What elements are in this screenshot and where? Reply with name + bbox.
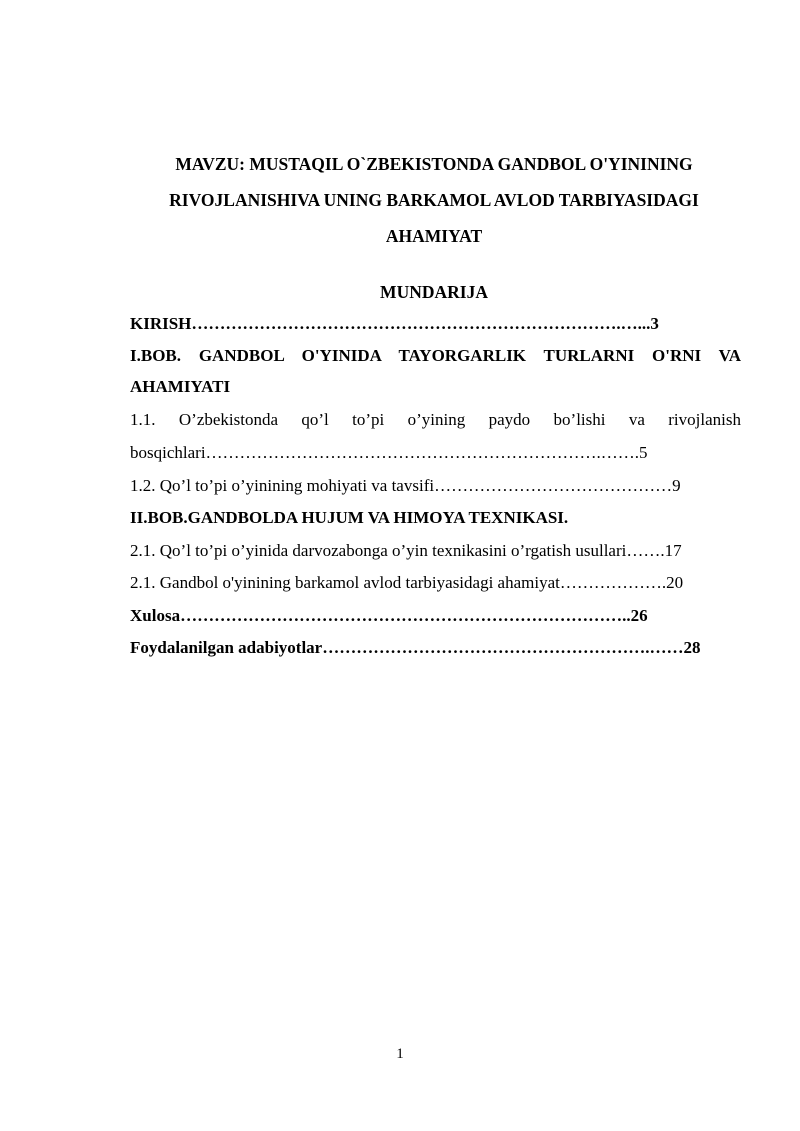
toc-entry-chapter-1: I.BOB. GANDBOL O'YINIDA TAYORGARLIK TURLARNI O'RNI VA — [130, 346, 741, 365]
toc-entry-section-1-2: 1.2. Qo’l to’pi o’yinining mohiyati va tavsifi……………………………………9 — [130, 476, 681, 495]
toc-heading: MUNDARIJA — [380, 282, 488, 302]
toc-entry-chapter-2: II.BOB.GANDBOLDA HUJUM VA HIMOYA TEXNIKASI. — [130, 508, 569, 527]
page-number: 1 — [396, 1046, 404, 1062]
toc-entry-xulosa: Xulosa……………………………………………………………………..26 — [130, 606, 648, 625]
title-line-2: RIVOJLANISHIVA UNING BARKAMOL AVLOD TARBIYASIDAGI — [169, 190, 699, 210]
document-title — [128, 146, 740, 254]
toc-entry-section-2-1: 2.1. Qo’l to’pi o’yinida darvozabonga o’yin texnikasini o’rgatish usullari…….17 — [130, 541, 682, 560]
toc-entry-section-1-1: 1.1. O’zbekistonda qo’l to’pi o’yining paydo bo’lishi va rivojlanish — [130, 410, 741, 429]
toc-entry-section-1-1-cont: bosqichlari…………………………………………………………….…….5 — [130, 443, 648, 462]
title-line-3: AHAMIYAT — [385, 226, 483, 246]
title-line-1: MAVZU: MUSTAQIL O`ZBEKISTONDA GANDBOL O'YININING — [175, 154, 693, 174]
toc-entry-kirish: KIRISH………………………………………………………………….…...3 — [130, 314, 659, 333]
toc-entry-chapter-1-cont: AHAMIYATI — [130, 377, 231, 396]
toc-entry-adabiyotlar: Foydalanilgan adabiyotlar………………………………………………….……28 — [130, 638, 701, 657]
toc-entry-section-2-1b: 2.1. Gandbol o'yinining barkamol avlod tarbiyasidagi ahamiyat……………….20 — [130, 573, 684, 592]
